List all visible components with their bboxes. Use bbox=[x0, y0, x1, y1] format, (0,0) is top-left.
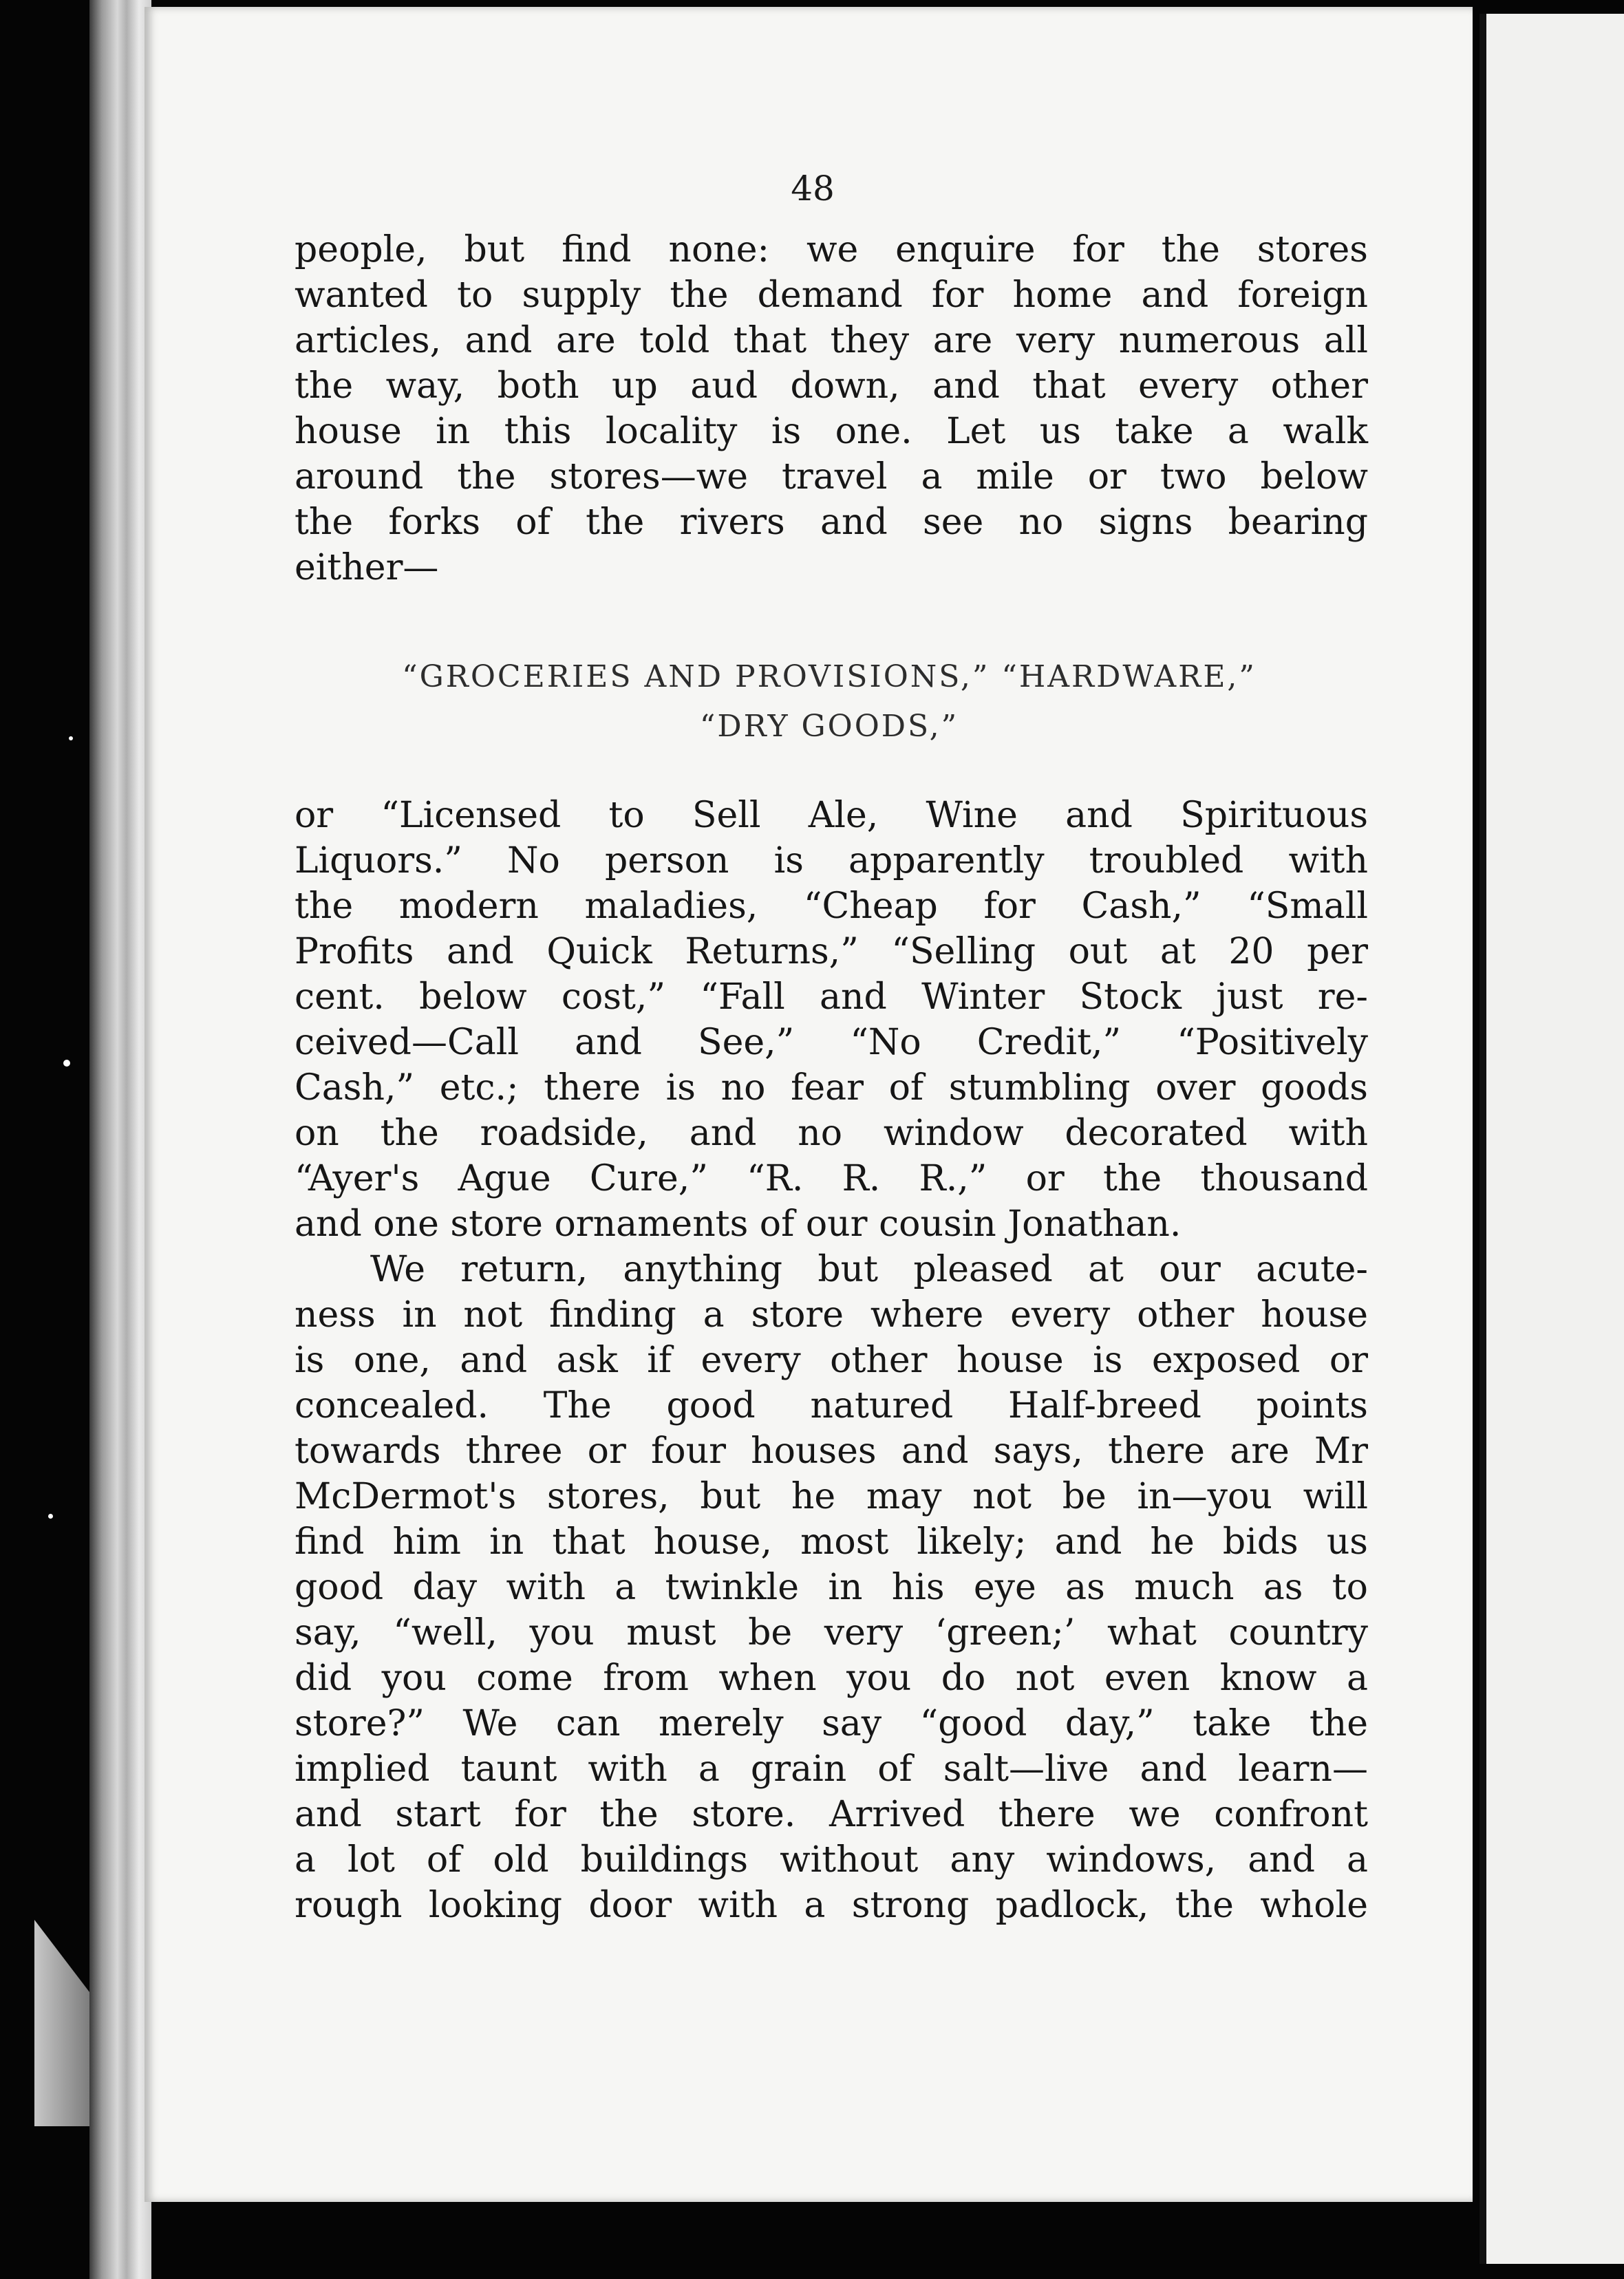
text-line: house in this locality is one. Let us take a walk bbox=[295, 411, 1368, 452]
dust-speck bbox=[69, 736, 73, 740]
text-line: say, “well, you must be very ‘green;’ what country bbox=[295, 1612, 1368, 1654]
text-line: cent. below cost,” “Fall and Winter Stock just re- bbox=[295, 976, 1368, 1018]
text-line: We return, anything but pleased at our acute- bbox=[370, 1249, 1368, 1290]
text-line: and one store ornaments of our cousin Jonathan. bbox=[295, 1203, 1182, 1245]
dust-speck bbox=[63, 1060, 70, 1067]
text-line: and start for the store. Arrived there we confront bbox=[295, 1794, 1368, 1835]
dust-speck bbox=[48, 1514, 53, 1519]
text-line: or “Licensed to Sell Ale, Wine and Spirituous bbox=[295, 795, 1368, 836]
paragraph-2-and-3 bbox=[295, 793, 1368, 1928]
sign-line-1: “GROCERIES AND PROVISIONS,” “HARDWARE,” bbox=[402, 659, 1257, 694]
text-line: find him in that house, most likely; and he bids us bbox=[295, 1521, 1368, 1563]
text-line: around the stores—we travel a mile or two below bbox=[295, 456, 1368, 497]
text-line: either— bbox=[295, 547, 439, 588]
page-number: 48 bbox=[791, 169, 835, 208]
page-corner-shadow bbox=[34, 1920, 89, 2126]
text-line: store?” We can merely say “good day,” take the bbox=[295, 1703, 1368, 1744]
text-line: McDermot's stores, but he may not be in—you will bbox=[295, 1476, 1368, 1517]
text-line: did you come from when you do not even know a bbox=[295, 1658, 1368, 1699]
text-line: implied taunt with a grain of salt—live and learn— bbox=[295, 1748, 1368, 1790]
text-line: concealed. The good natured Half-breed points bbox=[295, 1385, 1368, 1426]
text-line: Profits and Quick Returns,” “Selling out at 20 per bbox=[295, 931, 1368, 972]
text-line: towards three or four houses and says, there are Mr bbox=[295, 1431, 1368, 1472]
text-line: ceived—Call and See,” “No Credit,” “Positively bbox=[295, 1022, 1368, 1063]
text-line: a lot of old buildings without any windows, and a bbox=[295, 1839, 1368, 1881]
text-line: on the roadside, and no window decorated with bbox=[295, 1113, 1368, 1154]
text-line: Cash,” etc.; there is no fear of stumbling over goods bbox=[295, 1067, 1368, 1109]
text-line: people, but find none: we enquire for the stores bbox=[295, 229, 1368, 270]
text-line: the way, both up aud down, and that every other bbox=[295, 365, 1368, 407]
sign-quotation bbox=[289, 652, 1369, 751]
text-line: good day with a twinkle in his eye as much as to bbox=[295, 1567, 1368, 1608]
book-binding bbox=[89, 0, 151, 2279]
text-line: Liquors.” No person is apparently troubled with bbox=[295, 840, 1368, 881]
paragraph-1 bbox=[295, 227, 1368, 590]
text-line: ness in not finding a store where every other house bbox=[295, 1294, 1368, 1336]
text-line: wanted to supply the demand for home and foreign bbox=[295, 275, 1368, 316]
text-line: “Ayer's Ague Cure,” “R. R. R.,” or the thousand bbox=[295, 1158, 1368, 1199]
sign-line-2: “DRY GOODS,” bbox=[699, 709, 959, 744]
text-line: articles, and are told that they are very numerous all bbox=[295, 320, 1368, 361]
adjacent-page-edge bbox=[1479, 14, 1624, 2264]
text-line: the forks of the rivers and see no signs bearing bbox=[295, 502, 1368, 543]
text-line: is one, and ask if every other house is exposed or bbox=[295, 1340, 1368, 1381]
text-line: rough looking door with a strong padlock, the whole bbox=[295, 1885, 1368, 1926]
text-line: the modern maladies, “Cheap for Cash,” “Small bbox=[295, 886, 1368, 927]
